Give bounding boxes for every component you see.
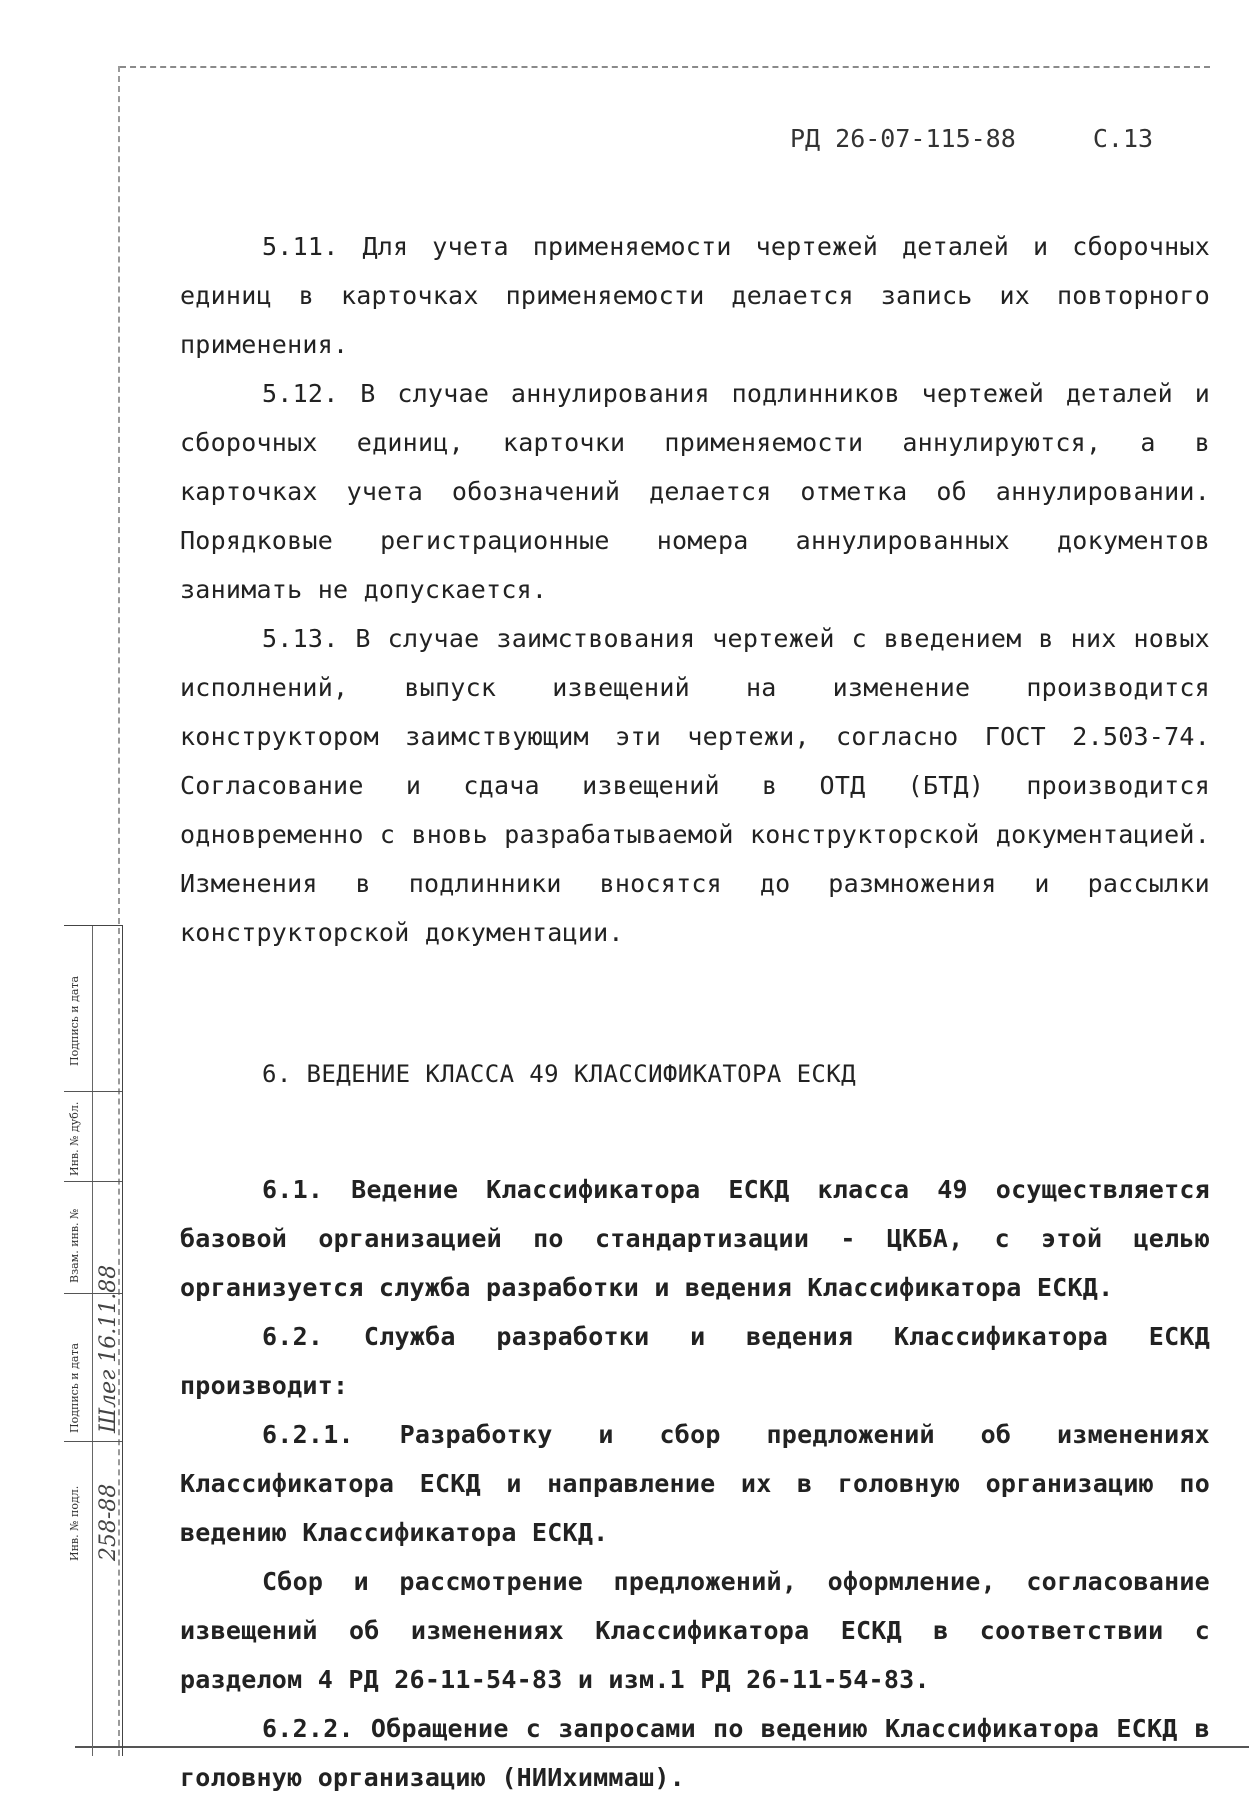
stamp-label-signature: Подпись и дата — [68, 1342, 81, 1433]
stamp-label-inv-orig: Инв. № подл. — [68, 1485, 81, 1561]
section-6-heading: 6. ВЕДЕНИЕ КЛАССА 49 КЛАССИФИКАТОРА ЕСКД — [262, 1060, 856, 1088]
stamp-handwritten-inv: 258-88 — [96, 1483, 121, 1561]
document-body — [180, 222, 1210, 1802]
page-header — [790, 124, 1153, 153]
paragraph-5-12: 5.12. В случае аннулирования подлинников чертежей деталей и сборочных единиц, карточки применяемости аннулируются, а в карточках учета обозначений делается отметка об аннулировании. Порядковые регистрационные номера аннулированных документов занимать не допускается. — [180, 379, 1210, 604]
stamp-cell-inv-orig — [64, 1441, 122, 1756]
stamp-label-dup-inv: Инв. № дубл. — [68, 1101, 81, 1176]
document-code: РД 26-07-115-88 — [790, 124, 1016, 153]
stamp-cell-signature — [64, 1264, 122, 1442]
stamp-label-vzam-inv: Взам. инв. № — [68, 1208, 81, 1283]
paragraph-6-1: 6.1. Ведение Классификатора ЕСКД класса 49 осуществляется базовой организацией по стандартизации - ЦКБА, с этой целью организуется служба разработки и ведения Классификатора ЕСКД. — [180, 1175, 1210, 1302]
stamp-cell-signature-top — [64, 926, 122, 1092]
paragraph-5-13: 5.13. В случае заимствования чертежей с введением в них новых исполнений, выпуск извещений на изменение производится конструктором заимствующим эти чертежи, согласно ГОСТ 2.503-74. Согласование и сдача извещений в ОТД (БТД) производится одновременно с вновь разрабатываемой конструкторской документацией. Изменения в подлинники вносятся до размножения и рассылки конструкторской документации. — [180, 624, 1210, 947]
page-frame-top-border — [120, 66, 1210, 68]
margin-stamp — [64, 925, 123, 1756]
stamp-cell-dup-inv — [64, 1091, 122, 1182]
paragraph-6-2-1-continued: Сбор и рассмотрение предложений, оформление, согласование извещений об изменениях Классификатора ЕСКД в соответствии с разделом 4 РД 26-11-54-83 и изм.1 РД 26-11-54-83. — [180, 1567, 1210, 1694]
stamp-label-signature-top: Подпись и дата — [68, 975, 81, 1066]
paragraph-6-2-2: 6.2.2. Обращение с запросами по ведению Классификатора ЕСКД в головную организацию (НИИхиммаш). — [180, 1714, 1210, 1792]
paragraph-5-11: 5.11. Для учета применяемости чертежей деталей и сборочных единиц в карточках применяемости делается запись их повторного применения. — [180, 232, 1210, 359]
stamp-handwritten-date: Шлег 16.11.88 — [96, 1264, 121, 1433]
paragraph-6-2-1: 6.2.1. Разработку и сбор предложений об изменениях Классификатора ЕСКД и направление их в головную организацию по ведению Классификатора ЕСКД. — [180, 1420, 1210, 1547]
section-6-body — [180, 1165, 1210, 1802]
paragraph-6-2: 6.2. Служба разработки и ведения Классификатора ЕСКД производит: — [180, 1322, 1210, 1400]
page-number: С.13 — [1092, 124, 1154, 153]
